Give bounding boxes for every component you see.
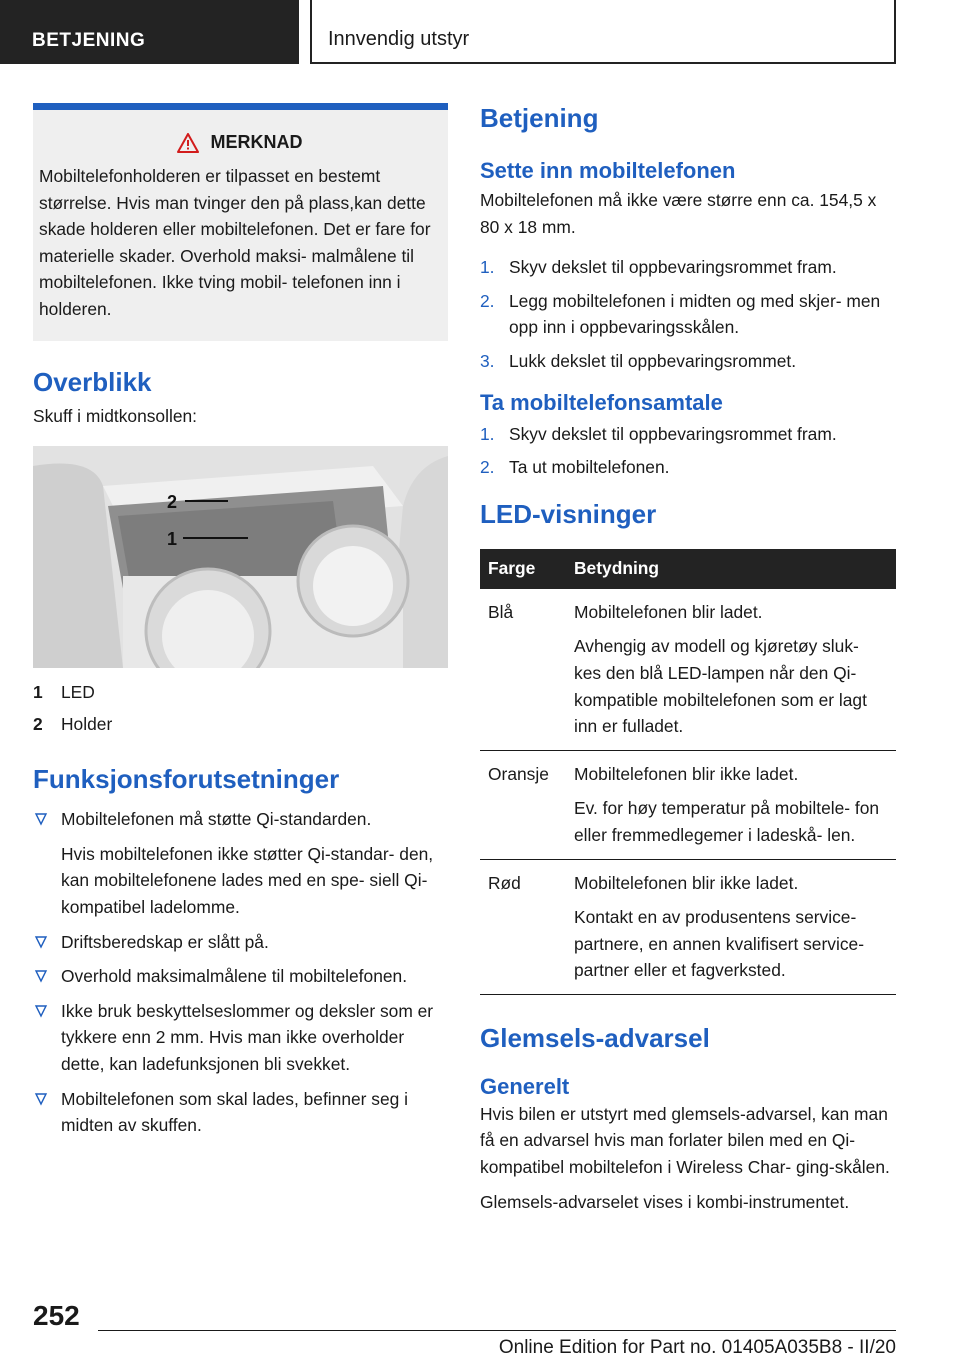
table-cell: Blå: [480, 589, 566, 750]
list-item-subtext: Hvis mobiltelefonen ikke støtter Qi-standar- den, kan mobiltelefonene lades med en spe- siell Qi-kompatibel ladelomme.: [61, 843, 434, 917]
requirements-heading: Funksjonsforutsetninger: [33, 764, 340, 795]
table-cell: Rød: [480, 859, 566, 994]
cell-meaning: Mobiltelefonen blir ladet.: [574, 601, 763, 622]
table-cell: [566, 859, 896, 994]
step-number: 3.: [480, 350, 495, 371]
list-item: [33, 1086, 448, 1139]
step-text: Skyv dekslet til oppbevaringsrommet fram.: [509, 257, 837, 278]
list-item: [33, 806, 448, 920]
forget-subheading: Generelt: [480, 1073, 570, 1099]
forget-paragraph: Glemsels-advarselet vises i kombi-instrumentet.: [480, 1191, 850, 1212]
list-item: [480, 454, 896, 481]
legend-num: 2: [33, 714, 43, 735]
led-table: [480, 549, 896, 995]
call-steps: [480, 421, 896, 481]
column-header: Farge: [480, 549, 566, 589]
notice-title: MERKNAD: [210, 132, 303, 152]
triangle-bullet-icon: [34, 812, 48, 826]
step-number: 1.: [480, 423, 495, 444]
section-tab: BETJENING: [0, 0, 299, 64]
step-number: 2.: [480, 290, 495, 311]
led-heading: LED-visninger: [480, 498, 657, 529]
list-item: [33, 929, 448, 956]
notice-header: [39, 132, 440, 153]
overview-heading: Overblikk: [33, 366, 152, 397]
warning-icon: [177, 133, 199, 153]
column-header: Betydning: [566, 549, 896, 589]
forget-paragraph: Hvis bilen er utstyrt med glemsels-advarsel, kan man få en advarsel hvis man forlater bilen med en Qi-kompatibel mobiltelefon i Wireless Char- ging-skålen.: [480, 1103, 890, 1178]
step-text: Ta ut mobiltelefonen.: [509, 457, 670, 478]
list-item: [480, 348, 896, 375]
cell-detail: Kontakt en av produsentens service- partnere, en annen kvalifisert service- partner eller et fagverksted.: [574, 907, 864, 981]
page-number: 252: [33, 1300, 80, 1331]
right-column: [480, 103, 896, 1215]
list-item-text: Overhold maksimalmålene til mobiltelefonen.: [61, 966, 408, 987]
table-cell: Oransje: [480, 750, 566, 859]
left-column: [33, 103, 448, 1147]
forget-heading: Glemsels-advarsel: [480, 1022, 710, 1053]
list-item-text: Driftsberedskap er slått på.: [61, 931, 269, 952]
list-item-text: Mobiltelefonen må støtte Qi-standarden.: [61, 809, 372, 830]
console-drawer-illustration: [33, 446, 448, 668]
edition-note: Online Edition for Part no. 01405A035B8 - II/20: [498, 1337, 896, 1358]
triangle-bullet-icon: [34, 969, 48, 983]
table-row: [480, 859, 896, 994]
insert-intro: Mobiltelefonen må ikke være større enn ca. 154,5 x 80 x 18 mm.: [480, 190, 877, 237]
step-text: Lukk dekslet til oppbevaringsrommet.: [509, 350, 797, 371]
notice-box: [33, 103, 448, 341]
call-heading: Ta mobiltelefonsamtale: [480, 389, 723, 415]
table-cell: [566, 750, 896, 859]
overview-intro: Skuff i midtkonsollen:: [33, 405, 198, 426]
console-drawer-photo: [33, 446, 448, 668]
step-text: Skyv dekslet til oppbevaringsrommet fram.: [509, 423, 837, 444]
legend-label: Holder: [61, 714, 113, 735]
cell-detail: Avhengig av modell og kjøretøy sluk- kes den blå LED-lampen når den Qi- kompatible mobiltelefonen som er lagt inn er fulladet.: [574, 636, 867, 737]
list-item-text: Ikke bruk beskyttelseslommer og deksler som er tykkere enn 2 mm. Hvis man ikke overholder dette, kan ladefunksjonen bli svekket.: [61, 1000, 434, 1074]
list-item: [480, 288, 896, 341]
operation-heading: Betjening: [480, 103, 599, 133]
list-item: [480, 254, 896, 281]
list-item: [33, 963, 448, 990]
cell-meaning: Mobiltelefonen blir ikke ladet.: [574, 763, 799, 784]
list-item: [480, 421, 896, 448]
triangle-bullet-icon: [34, 1004, 48, 1018]
legend-num: 1: [33, 682, 43, 703]
table-row: [480, 589, 896, 750]
requirements-list: [33, 806, 448, 1139]
chapter-title: Innvendig utstyr: [310, 0, 896, 64]
photo-legend: [33, 678, 448, 738]
list-item-text: Mobiltelefonen som skal lades, befinner seg i midten av skuffen.: [61, 1088, 409, 1136]
notice-text: Mobiltelefonholderen er tilpasset en bestemt størrelse. Hvis man tvinger den på plass,kan dette skade holderen eller mobiltelefonen. Det er fare for materielle skader. Overhold maksi- malmålene til mobiltelefonen. Ikke tving mobil- telefonen inn i holderen.: [39, 166, 431, 319]
insert-steps: [480, 254, 896, 374]
triangle-bullet-icon: [34, 1092, 48, 1106]
step-number: 1.: [480, 257, 495, 278]
table-header-row: [480, 549, 896, 589]
insert-heading: Sette inn mobiltelefonen: [480, 158, 736, 183]
step-text: Legg mobiltelefonen i midten og med skjer- men opp inn i oppbevaringsskålen.: [509, 290, 881, 338]
callout-2: 2: [167, 492, 178, 513]
list-item: [33, 998, 448, 1078]
legend-label: LED: [61, 682, 95, 703]
triangle-bullet-icon: [34, 935, 48, 949]
cell-meaning: Mobiltelefonen blir ikke ladet.: [574, 872, 799, 893]
table-row: [480, 750, 896, 859]
step-number: 2.: [480, 457, 495, 478]
callout-1: 1: [167, 529, 178, 550]
footer-divider: [98, 1330, 896, 1331]
table-cell: [566, 589, 896, 750]
cell-detail: Ev. for høy temperatur på mobiltele- fon eller fremmedlegemer i ladeskå- len.: [574, 798, 880, 845]
